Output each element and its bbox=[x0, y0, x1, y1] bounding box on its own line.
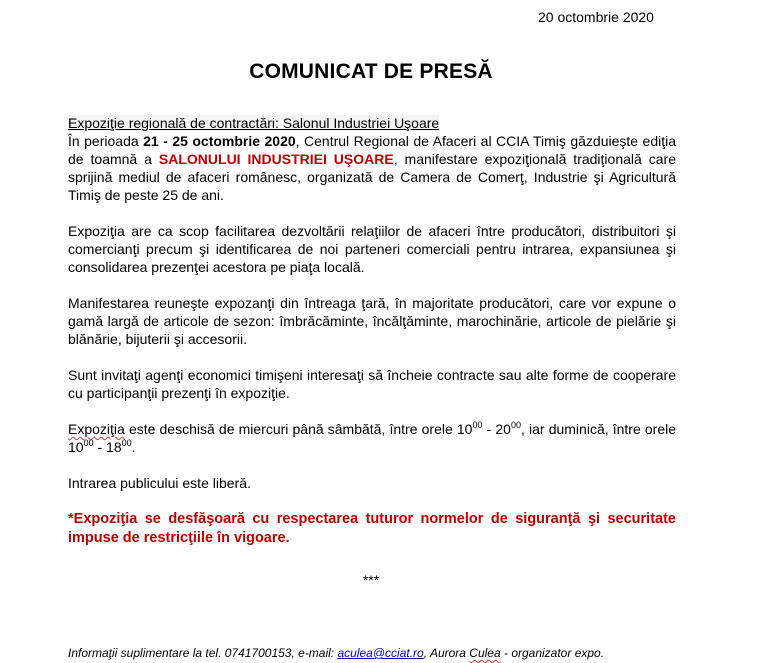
intro-text-2: , Centrul Regional de Afaceri al CCIA Timiş găzduieşte ediţia de toamnă a bbox=[68, 133, 676, 167]
event-dates: 21 - 25 octombrie 2020 bbox=[143, 133, 296, 149]
hour-sup-2: 00 bbox=[510, 420, 521, 430]
hour-sup-3: 00 bbox=[83, 438, 94, 448]
press-release-body bbox=[68, 114, 676, 548]
safety-notice: *Expoziţia se desfăşoară cu respectarea tuturor normelor de siguranţă şi securitate impuse de restricţiile în vigoare. bbox=[68, 511, 676, 546]
schedule-word: Expoziţia bbox=[68, 421, 125, 437]
contact-footer bbox=[68, 646, 604, 660]
schedule-text-4: - 18 bbox=[93, 439, 122, 455]
paragraph-invitation: Sunt invitaţi agenţi economici timişeni interesaţi să încheie contracte sau alte forme de cooperare cu participanţii prezenţi în expoziţie. bbox=[68, 367, 676, 401]
subtitle-text: Expoziţie regională de contractări: Salonul Industriei Uşoare bbox=[68, 115, 440, 131]
footer-text-3: - organizator expo. bbox=[500, 646, 605, 660]
page-title: COMUNICAT DE PRESĂ bbox=[249, 60, 493, 83]
event-name: SALONULUI INDUSTRIEI UŞOARE bbox=[158, 151, 394, 167]
hour-sup-1: 00 bbox=[472, 420, 483, 430]
paragraph-exhibitors: Manifestarea reuneşte expozanţi din întreaga ţară, în majoritate producători, care vor expune o gamă largă de articole de sezon: îmbrăcăminte, încălţăminte, marochinărie, articole de pielărie şi blănărie, bijuterii şi accesorii. bbox=[68, 295, 676, 347]
email-link[interactable]: aculea@cciat.ro bbox=[337, 646, 424, 660]
paragraph-entry: Intrarea publicului este liberă. bbox=[68, 475, 251, 491]
footer-text-1: Informaţii suplimentare la tel. 0741700153, e-mail: bbox=[68, 646, 338, 660]
section-subtitle bbox=[68, 114, 676, 132]
paragraph-intro bbox=[68, 132, 676, 204]
schedule-text-3: , iar duminică, între orele 10 bbox=[68, 421, 677, 455]
schedule-text-1: este deschisă de miercuri până sâmbătă, între orele 10 bbox=[124, 421, 473, 437]
press-date: 20 octombrie 2020 bbox=[538, 9, 654, 25]
schedule-text-5: . bbox=[131, 439, 136, 455]
footer-text-2: , Aurora bbox=[423, 646, 470, 660]
paragraph-purpose: Expoziţia are ca scop facilitarea dezvoltării relaţiilor de afaceri între producători, distribuitori şi comercianţi precum şi identificarea de noi parteneri comerciali pentru intrarea, expansiunea şi consolidarea prezenţei acestora pe piaţa locală. bbox=[68, 223, 676, 275]
schedule-text-2: - 20 bbox=[482, 421, 511, 437]
intro-text-1: În perioada bbox=[68, 133, 144, 149]
intro-text-3: , manifestare expoziţională tradiţională care sprijină mediul de afaceri românesc, organizată de Camera de Comerţ, Industrie şi Agricultură Timiş de peste 25 de ani. bbox=[68, 151, 676, 203]
hour-sup-4: 00 bbox=[121, 438, 132, 448]
contact-surname: Culea bbox=[469, 646, 501, 660]
separator-stars: *** bbox=[362, 572, 380, 588]
paragraph-schedule bbox=[68, 420, 676, 456]
